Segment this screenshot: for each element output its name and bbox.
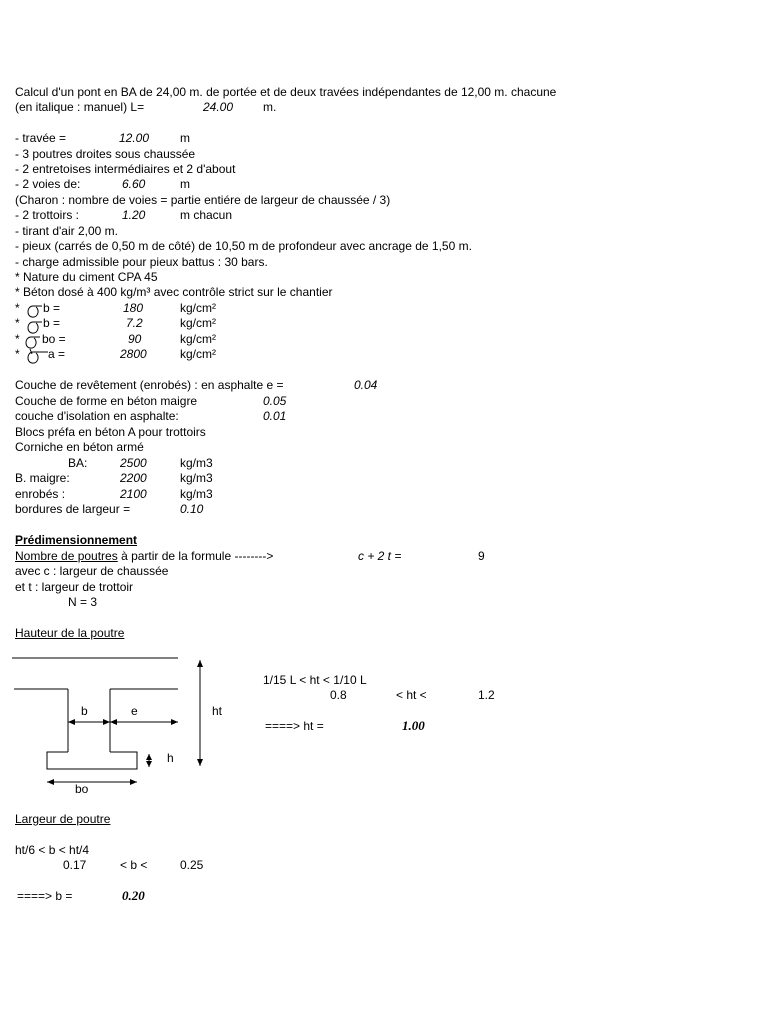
stress-symbol: b = [43,301,61,315]
largeur-title: Largeur de poutre [15,812,111,826]
travee-label: - travée = [15,131,67,145]
diagram-label-h: h [167,751,174,765]
forme-value: 0.05 [263,394,287,408]
pieux-line: - pieux (carrés de 0,50 m de côté) de 10,50 m de profondeur avec ancrage de 1,50 m. [15,239,472,253]
hauteur-result-value: 1.00 [402,718,425,733]
entretoises-line: - 2 entretoises intermédiaires et 2 d'about [15,162,236,176]
hauteur-high: 1.2 [478,688,495,702]
stress-star: * [15,301,20,315]
forme-label: Couche de forme en béton maigre [15,394,198,408]
revetement-label: Couche de revêtement (enrobés) : en asphalte e = [15,378,284,392]
stress-star: * [15,316,20,330]
voies-label: - 2 voies de: [15,177,81,191]
blocs-line: Blocs préfa en béton A pour trottoirs [15,425,206,439]
diagram-label-b: b [81,704,88,718]
diagram-label-bo: bo [75,782,89,796]
density-label: bordures de largeur = [15,502,131,516]
largeur-result-label: ====> b = [17,889,73,903]
density-label: BA: [68,456,88,470]
voies-value: 6.60 [122,177,146,191]
nb-poutres-rest: à partir de la formule --------> [117,549,274,563]
charon-line: (Charon : nombre de voies = partie entiére de largeur de chaussée / 3) [15,193,391,207]
diagram-label-ht: ht [212,704,223,718]
stress-unit: kg/cm² [180,332,216,346]
density-label: enrobés : [15,487,66,501]
trottoirs-unit: m chacun [180,208,233,222]
sigma-icon [28,306,42,317]
poutres-line: - 3 poutres droites sous chaussée [15,147,196,161]
stress-symbol: bo = [42,332,66,346]
density-value: 2500 [120,456,147,470]
hauteur-ineq: 1/15 L < ht < 1/10 L [263,673,367,687]
hauteur-mid: < ht < [396,688,427,702]
density-value: 0.10 [180,502,204,516]
formula-value: 9 [478,549,485,563]
title-line: Calcul d'un pont en BA de 24,00 m. de portée et de deux travées indépendantes de 12,00 m. chacune [15,85,557,99]
revetement-value: 0.04 [354,378,378,392]
largeur-result-value: 0.20 [122,888,145,903]
diagram-label-e: e [131,704,138,718]
sigma-icon [28,352,48,363]
largeur-low: 0.17 [63,858,87,872]
travee-unit: m [180,131,190,145]
formula: c + 2 t = [358,549,402,563]
largeur-ineq: ht/6 < b < ht/4 [15,843,90,857]
beton-line: * Béton dosé à 400 kg/m³ avec contrôle strict sur le chantier [15,285,333,299]
stress-value: 90 [128,332,142,346]
nb-poutres-label: Nombre de poutres [15,549,118,563]
hauteur-result-label: ====> ht = [265,719,324,733]
predim-title: Prédimensionnement [15,533,138,547]
corniche-line: Corniche en béton armé [15,440,144,454]
density-value: 2200 [120,471,147,485]
voies-unit: m [180,177,190,191]
stress-unit: kg/cm² [180,301,216,315]
isolation-value: 0.01 [263,409,287,423]
tirant-line: - tirant d'air 2,00 m. [15,224,118,238]
span-unit: m. [263,100,277,114]
span-value: 24.00 [203,100,234,114]
stress-value: 7.2 [126,316,143,330]
sigma-symbols [26,306,48,363]
stress-value: 2800 [120,347,147,361]
avec-c-line: avec c : largeur de chaussée [15,564,169,578]
largeur-mid: < b < [120,858,148,872]
density-unit: kg/m3 [180,487,213,501]
sigma-icon [28,322,42,333]
charge-line: - charge admissible pour pieux battus : 30 bars. [15,255,268,269]
stress-symbol: b = [43,316,61,330]
hauteur-title: Hauteur de la poutre [15,626,125,640]
span-label: (en italique : manuel) L= [15,100,145,114]
stress-value: 180 [123,301,144,315]
density-unit: kg/m3 [180,456,213,470]
density-value: 2100 [120,487,147,501]
stress-unit: kg/cm² [180,347,216,361]
et-t-line: et t : largeur de trottoir [15,580,134,594]
density-label: B. maigre: [15,471,70,485]
stress-star: * [15,332,20,346]
stress-symbol: a = [48,347,66,361]
stress-unit: kg/cm² [180,316,216,330]
ciment-line: * Nature du ciment CPA 45 [15,270,158,284]
sigma-icon [26,337,40,354]
largeur-high: 0.25 [180,858,204,872]
trottoirs-value: 1.20 [122,208,146,222]
density-unit: kg/m3 [180,471,213,485]
travee-value: 12.00 [119,131,150,145]
isolation-label: couche d'isolation en asphalte: [15,409,179,423]
trottoirs-label: - 2 trottoirs : [15,208,80,222]
stress-star: * [15,347,20,361]
hauteur-low: 0.8 [330,688,347,702]
n-line: N = 3 [68,595,98,609]
